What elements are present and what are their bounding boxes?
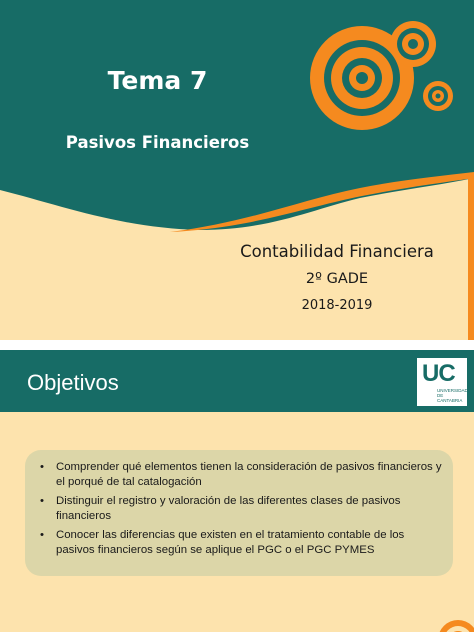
objectives-slide [0,350,474,632]
degree-name: 2º GADE [305,271,369,287]
bullet: • [40,461,44,473]
objectives-box [25,450,453,576]
orange-ring-partial-icon [434,618,474,632]
uc-logo-letters: UC [422,360,455,387]
objective-text: Conocer las diferencias que existen en el tratamiento contable de los pasivos financieros según se aplique el PGC o el PGC PYMES [56,529,405,556]
slide-subtitle: Pasivos Financieros [65,133,250,152]
objectives-title: Objetivos [27,370,119,395]
uc-logo [417,358,467,406]
orange-ring-small-icon [423,81,453,111]
uc-logo-caption: UNIVERSIDAD DE CANTABRIA [437,388,468,403]
academic-year: 2018-2019 [301,298,373,313]
list-item [40,460,445,490]
course-name: Contabilidad Financiera [240,242,434,261]
objective-text: Distinguir el registro y valoración de las diferentes clases de pasivos financieros [56,495,401,522]
objective-text: Comprender qué elementos tienen la consideración de pasivos financieros y el porqué de tal catalogación [56,461,442,488]
bullet: • [40,495,44,507]
orange-ring-medium-icon [390,21,436,67]
bullet: • [40,529,44,541]
objectives-header [0,350,474,412]
list-item [40,528,445,558]
objectives-list [40,460,445,562]
list-item [40,494,445,524]
slide-title: Tema 7 [107,66,208,95]
